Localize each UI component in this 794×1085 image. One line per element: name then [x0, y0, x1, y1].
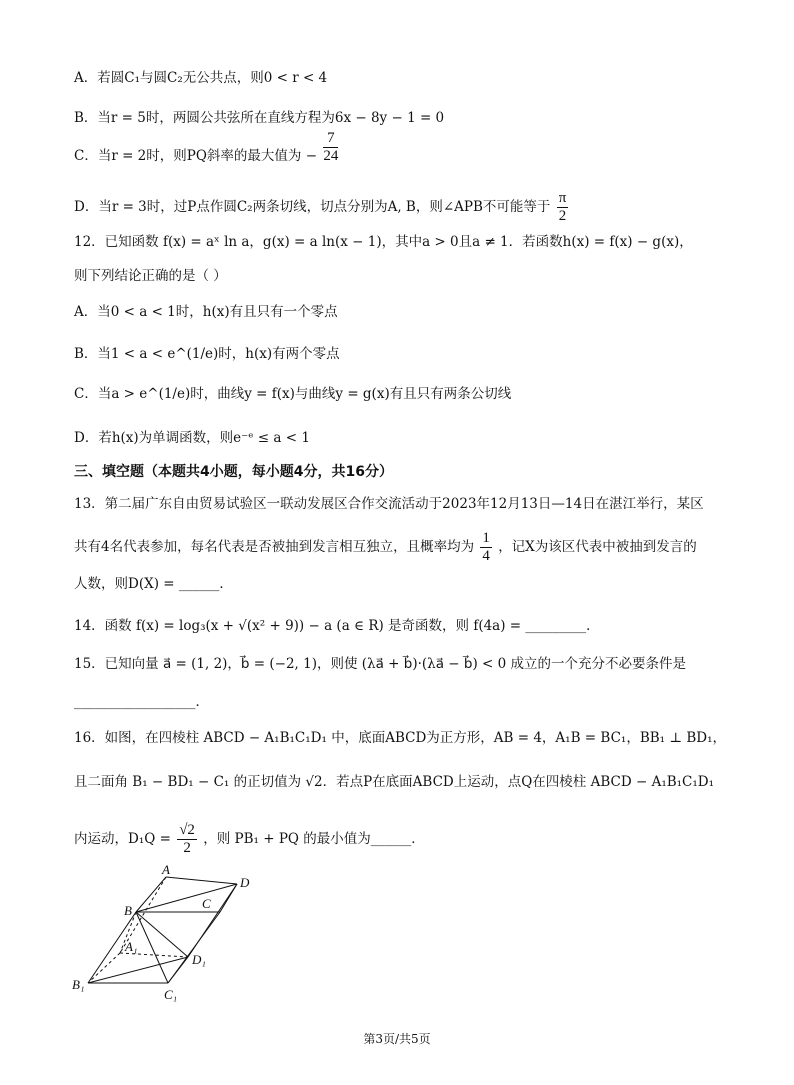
- label-a: A: [162, 865, 170, 877]
- q16-line3-suffix: ，则 PB₁ + PQ 的最小值为______．: [203, 831, 425, 847]
- q16-line1: 16．如图，在四棱柱 ABCD − A₁B₁C₁D₁ 中，底面ABCD为正方形，AB = 4，A₁B = BC₁，BB₁ ⊥ BD₁，: [74, 730, 727, 746]
- q13-line3: 人数，则D(X) = ______．: [74, 576, 233, 592]
- label-c: C: [202, 896, 211, 911]
- q11-option-c-text: C．当r = 2时，则PQ斜率的最大值为 −: [74, 148, 318, 164]
- q15-line1: 15．已知向量 a⃗ = (1, 2)，b⃗ = (−2, 1)，则使 (λa⃗ + b⃗)·(λa⃗ − b⃗) < 0 成立的一个充分不必要条件是: [74, 656, 687, 672]
- q16-line3-text: 内运动，D₁Q =: [74, 831, 171, 847]
- q11-option-d: [74, 190, 570, 225]
- label-b1: B₁: [72, 977, 85, 992]
- q11-option-c-denominator: 24: [323, 148, 339, 164]
- q13-probability-fraction: [480, 530, 492, 565]
- q11-option-d-fraction: [557, 190, 569, 225]
- q13-probability-denominator: 4: [482, 548, 490, 564]
- section-heading: 三、填空题（本题共4小题，每小题4分，共16分）: [74, 464, 393, 480]
- q16-distance-fraction: [177, 822, 197, 857]
- q12-option-b: B．当1 < a < e^(1/e)时，h(x)有两个零点: [74, 346, 340, 362]
- q11-option-d-text: D．当r = 3时，过P点作圆C₂两条切线，切点分别为A, B，则∠APB不可能等于: [74, 199, 551, 215]
- q13-line2-suffix: ，记X为该区代表中被抽到发言的: [498, 539, 697, 555]
- q13-line2: [74, 530, 697, 565]
- label-b: B: [124, 903, 132, 918]
- q11-option-a: A．若圆C₁与圆C₂无公共点，则0 < r < 4: [74, 70, 328, 86]
- q13-probability-numerator: 1: [482, 530, 490, 546]
- page-footer: 第3页/共5页: [363, 1032, 431, 1046]
- q11-option-b: B．当r = 5时，两圆公共弦所在直线方程为6x − 8y − 1 = 0: [74, 110, 445, 126]
- q12-option-d: D．若h(x)为单调函数，则e⁻ᵉ ≤ a < 1: [74, 430, 310, 446]
- prism-figure: [70, 865, 270, 1005]
- q15-line2: __________________．: [74, 694, 209, 710]
- q16-line3: [74, 822, 425, 857]
- q16-distance-denominator: 2: [183, 840, 191, 856]
- label-a1: A₁: [125, 939, 138, 954]
- q11-option-c: [74, 130, 340, 166]
- q12-option-a: A．当0 < a < 1时，h(x)有且只有一个零点: [74, 304, 338, 320]
- q16-distance-numerator: √2: [179, 822, 195, 838]
- q11-option-c-numerator: 7: [323, 130, 338, 148]
- q12-stem-line2: 则下列结论正确的是（ ）: [74, 268, 227, 284]
- q16-line2: 且二面角 B₁ − BD₁ − C₁ 的正切值为 √2．若点P在底面ABCD上运动，点Q在四棱柱 ABCD − A₁B₁C₁D₁: [74, 774, 715, 790]
- q12-stem-line1: 12．已知函数 f(x) = aˣ ln a，g(x) = a ln(x − 1)，其中a > 0且a ≠ 1．若函数h(x) = f(x) − g(x)，: [74, 234, 693, 250]
- label-d: D: [240, 875, 250, 890]
- q11-option-c-fraction: [323, 130, 338, 165]
- q11-option-d-numerator: π: [558, 190, 567, 206]
- label-d1: D₁: [192, 952, 206, 967]
- q14-line: 14．函数 f(x) = log₃(x + √(x² + 9)) − a (a ∈ R) 是奇函数，则 f(4a) = _________．: [74, 618, 600, 634]
- q13-line2-text: 共有4名代表参加，每名代表是否被抽到发言相互独立，且概率均为: [74, 539, 475, 555]
- q11-option-d-denominator: 2: [558, 208, 567, 224]
- q12-option-c: C．当a > e^(1/e)时，曲线y = f(x)与曲线y = g(x)有且只有两条公切线: [74, 386, 512, 402]
- label-c1: C₁: [164, 987, 178, 1002]
- q13-line1: 13．第二届广东自由贸易试验区一联动发展区合作交流活动于2023年12月13日—14日在湛江举行，某区: [74, 496, 704, 512]
